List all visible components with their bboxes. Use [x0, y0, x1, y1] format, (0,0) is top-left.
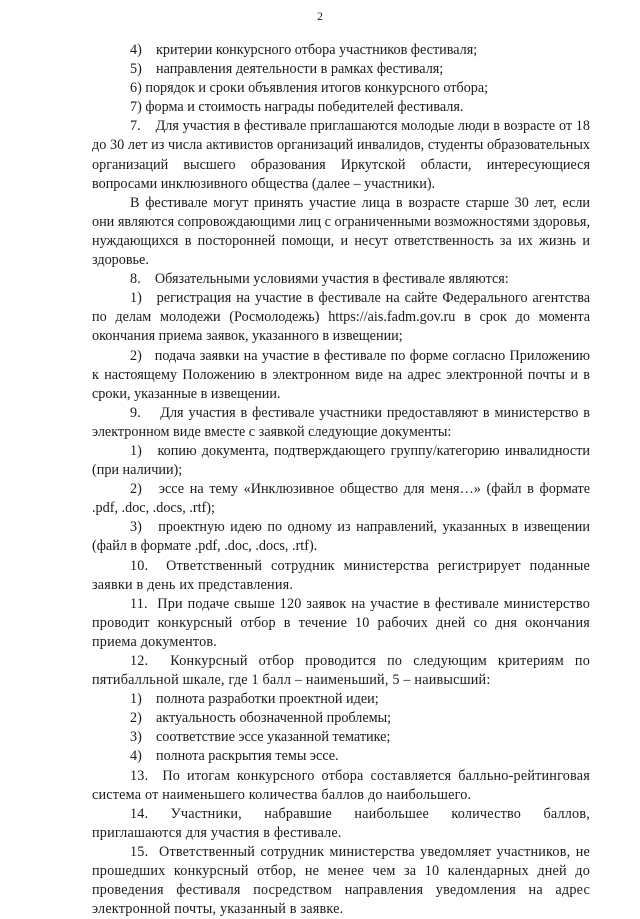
paragraph-8-conditions: 8. Обязательными условиями участия в фестивале являются:	[130, 271, 509, 288]
paragraph-12-criteria: 12. Конкурсный отбор проводится по следующим критериям по пятибалльной шкале, где 1 балл – наименьший, 5 – наивысший:	[92, 653, 590, 689]
paragraph-11-selection: 11. При подаче свыше 120 заявок на участие в фестивале министерство проводит конкурсный отбор в течение 10 рабочих дней со дня окончания приема документов.	[92, 595, 590, 650]
page-number: 2	[317, 9, 323, 23]
paragraph-10-registration: 10. Ответственный сотрудник министерства регистрирует поданные заявки в день их представления.	[92, 557, 590, 593]
paragraph-8-application: 2) подача заявки на участие в фестивале по форме согласно Приложению к настоящему Положению в электронном виде на адрес электронной почты и в сроки, указанные в извещении.	[92, 347, 590, 402]
list-item-results-procedure: 6) порядок и сроки объявления итогов конкурсного отбора;	[130, 80, 489, 97]
list-item-award: 7) форма и стоимость награды победителей фестиваля.	[130, 99, 464, 116]
paragraph-9-essay: 2) эссе на тему «Инклюзивное общество для меня…» (файл в формате .pdf, .doc, .docs, .rtf);	[92, 481, 590, 517]
paragraph-9-disability-copy: 1) копию документа, подтверждающего группу/категорию инвалидности (при наличии);	[92, 442, 590, 479]
criteria-item-relevance: 2) актуальность обозначенной проблемы;	[130, 710, 392, 727]
document-body	[92, 41, 590, 919]
criteria-item-topic-match: 3) соответствие эссе указанной тематике;	[130, 729, 391, 746]
paragraph-13-rating: 13. По итогам конкурсного отбора составляется балльно-рейтинговая система от наименьшего количества баллов до наибольшего.	[92, 767, 590, 803]
paragraph-14-invitation: 14. Участники, набравшие наибольшее количество баллов, приглашаются для участия в фестивале.	[92, 805, 590, 841]
criteria-item-essay-depth: 4) полнота раскрытия темы эссе.	[130, 748, 339, 765]
paragraph-7-participants: 7. Для участия в фестивале приглашаются молодые люди в возрасте от 18 до 30 лет из числа активистов организаций инвалидов, студенты образовательных организаций высшего образования Иркутской области, интересующиеся вопросами инклюзивного общества (далее – участники).	[92, 118, 590, 192]
criteria-item-completeness: 1) полнота разработки проектной идеи;	[130, 691, 379, 708]
paragraph-9-project-idea: 3) проектную идею по одному из направлений, указанных в извещении (файл в формате .pdf, .doc, .docs, .rtf).	[92, 519, 590, 555]
paragraph-9-documents: 9. Для участия в фестивале участники предоставляют в министерство в электронном виде вместе с заявкой следующие документы:	[92, 404, 590, 440]
list-item-criteria: 4) критерии конкурсного отбора участников фестиваля;	[130, 42, 478, 58]
list-item-directions: 5) направления деятельности в рамках фестиваля;	[130, 61, 444, 78]
paragraph-8-registration: 1) регистрация на участие в фестивале на сайте Федерального агентства по делам молодежи (Росмолодежь) https://ais.fadm.gov.ru в срок до момента окончания приема заявок, указанного в извещении;	[92, 290, 590, 345]
paragraph-15-notification: 15. Ответственный сотрудник министерства уведомляет участников, не прошедших конкурсный отбор, не менее чем за 10 календарных дней до проведения фестиваля посредством направления уведомления на адрес электронной почты, указанный в заявке.	[92, 843, 590, 918]
paragraph-7-escorts: В фестивале могут принять участие лица в возрасте старше 30 лет, если они являются сопровождающими лиц с ограниченными возможностями здоровья, нуждающихся в посторонней помощи, и несут ответственность за их жизнь и здоровье.	[92, 194, 590, 269]
